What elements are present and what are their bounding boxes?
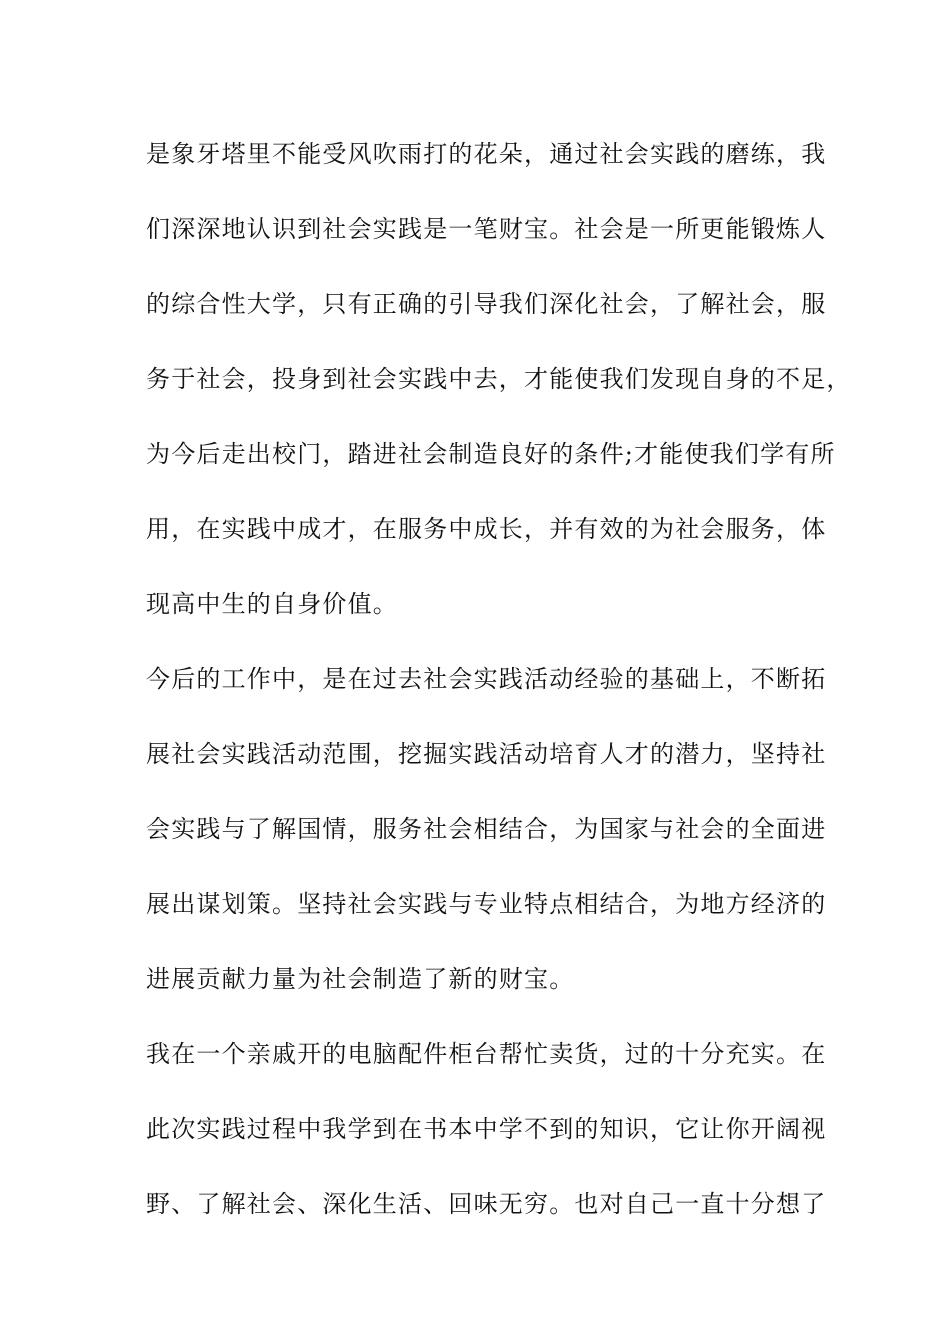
text-line: 此次实践过程中我学到在书本中学不到的知识，它让你开阔视 (146, 1115, 827, 1143)
text-line: 们深深地认识到社会实践是一笔财宝。社会是一所更能锻炼人 (146, 215, 827, 243)
text-line: 会实践与了解国情，服务社会相结合，为国家与社会的全面进 (146, 815, 827, 843)
text-line: 的综合性大学，只有正确的引导我们深化社会，了解社会，服 (146, 290, 827, 318)
document-body (146, 129, 852, 1254)
text-line: 野、了解社会、深化生活、回味无穷。也对自己一直十分想了 (146, 1190, 827, 1218)
text-line: 展出谋划策。坚持社会实践与专业特点相结合，为地方经济的 (146, 890, 827, 918)
text-line: 今后的工作中，是在过去社会实践活动经验的基础上，不断拓 (146, 665, 827, 693)
text-line: 务于社会，投身到社会实践中去，才能使我们发现自身的不足， (146, 365, 852, 393)
text-line: 展社会实践活动范围，挖掘实践活动培育人才的潜力，坚持社 (146, 740, 827, 768)
text-line: 用，在实践中成才，在服务中成长，并有效的为社会服务，体 (146, 515, 827, 543)
text-line: 现高中生的自身价值。 (146, 590, 398, 618)
text-line: 是象牙塔里不能受风吹雨打的花朵，通过社会实践的磨练，我 (146, 140, 827, 168)
text-line: 为今后走出校门，踏进社会制造良好的条件;才能使我们学有所 (146, 440, 836, 468)
text-line: 进展贡献力量为社会制造了新的财宝。 (146, 965, 575, 993)
text-line: 我在一个亲戚开的电脑配件柜台帮忙卖货，过的十分充实。在 (146, 1040, 827, 1068)
